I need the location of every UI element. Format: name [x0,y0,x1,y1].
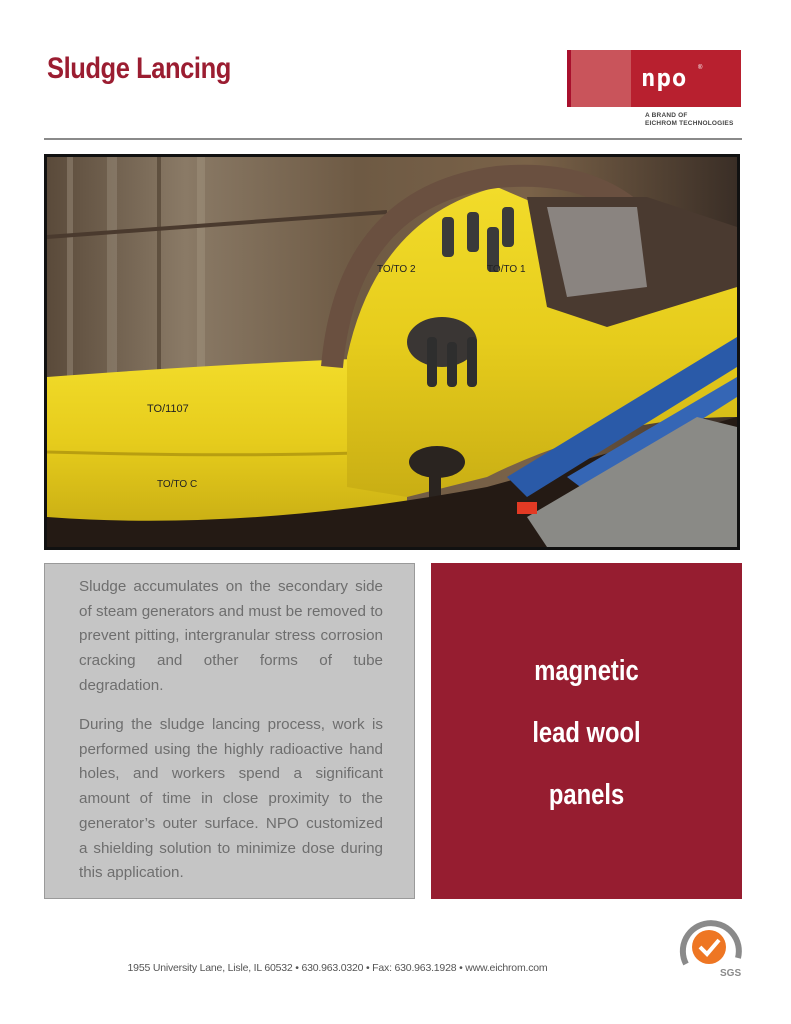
svg-text:TO/1107: TO/1107 [147,403,189,415]
registered-mark: ® [698,65,703,71]
logo-light-block [571,50,631,107]
brand-tagline [645,112,734,128]
description-paragraph-1: Sludge accumulates on the secondary side of steam generators and must be removed to prevent pitting, intergranular stress corrosion cracking and other forms of tube degradation. [79,578,383,694]
photo-illustration [47,157,737,547]
svg-text:TO/TO 1: TO/TO 1 [487,264,526,275]
callout-line-1: magnetic [534,655,639,687]
product-callout [431,563,742,899]
footer-address: 1955 University Lane, Lisle, IL 60532 • 630.963.0320 • Fax: 630.963.1928 • www.eichrom.com [127,962,548,974]
sgs-certification-badge [676,912,746,978]
svg-text:SGS: SGS [720,968,742,978]
svg-text:TO/TO C: TO/TO C [157,479,198,490]
page-title: Sludge Lancing [47,52,231,85]
header-divider [44,138,742,140]
description-paragraph-2: During the sludge lancing process, work is performed using the highly radioactive hand holes, and workers spend a significant amount of time in close proximity to the generator’s outer surface. NPO customized a shielding solution to minimize dose during this application. [79,716,383,882]
svg-text:TO/TO 2: TO/TO 2 [377,264,416,275]
callout-line-3: panels [548,779,625,811]
brand-tagline-line2: EICHROM TECHNOLOGIES [645,120,734,127]
callout-line-2: lead wool [532,717,641,749]
npo-logo [567,50,741,107]
logo-text: npo [641,64,688,92]
brand-tagline-line1: A BRAND OF [645,112,688,119]
sgs-check-icon [676,912,746,978]
description-box [44,563,415,899]
product-photo [44,154,740,550]
